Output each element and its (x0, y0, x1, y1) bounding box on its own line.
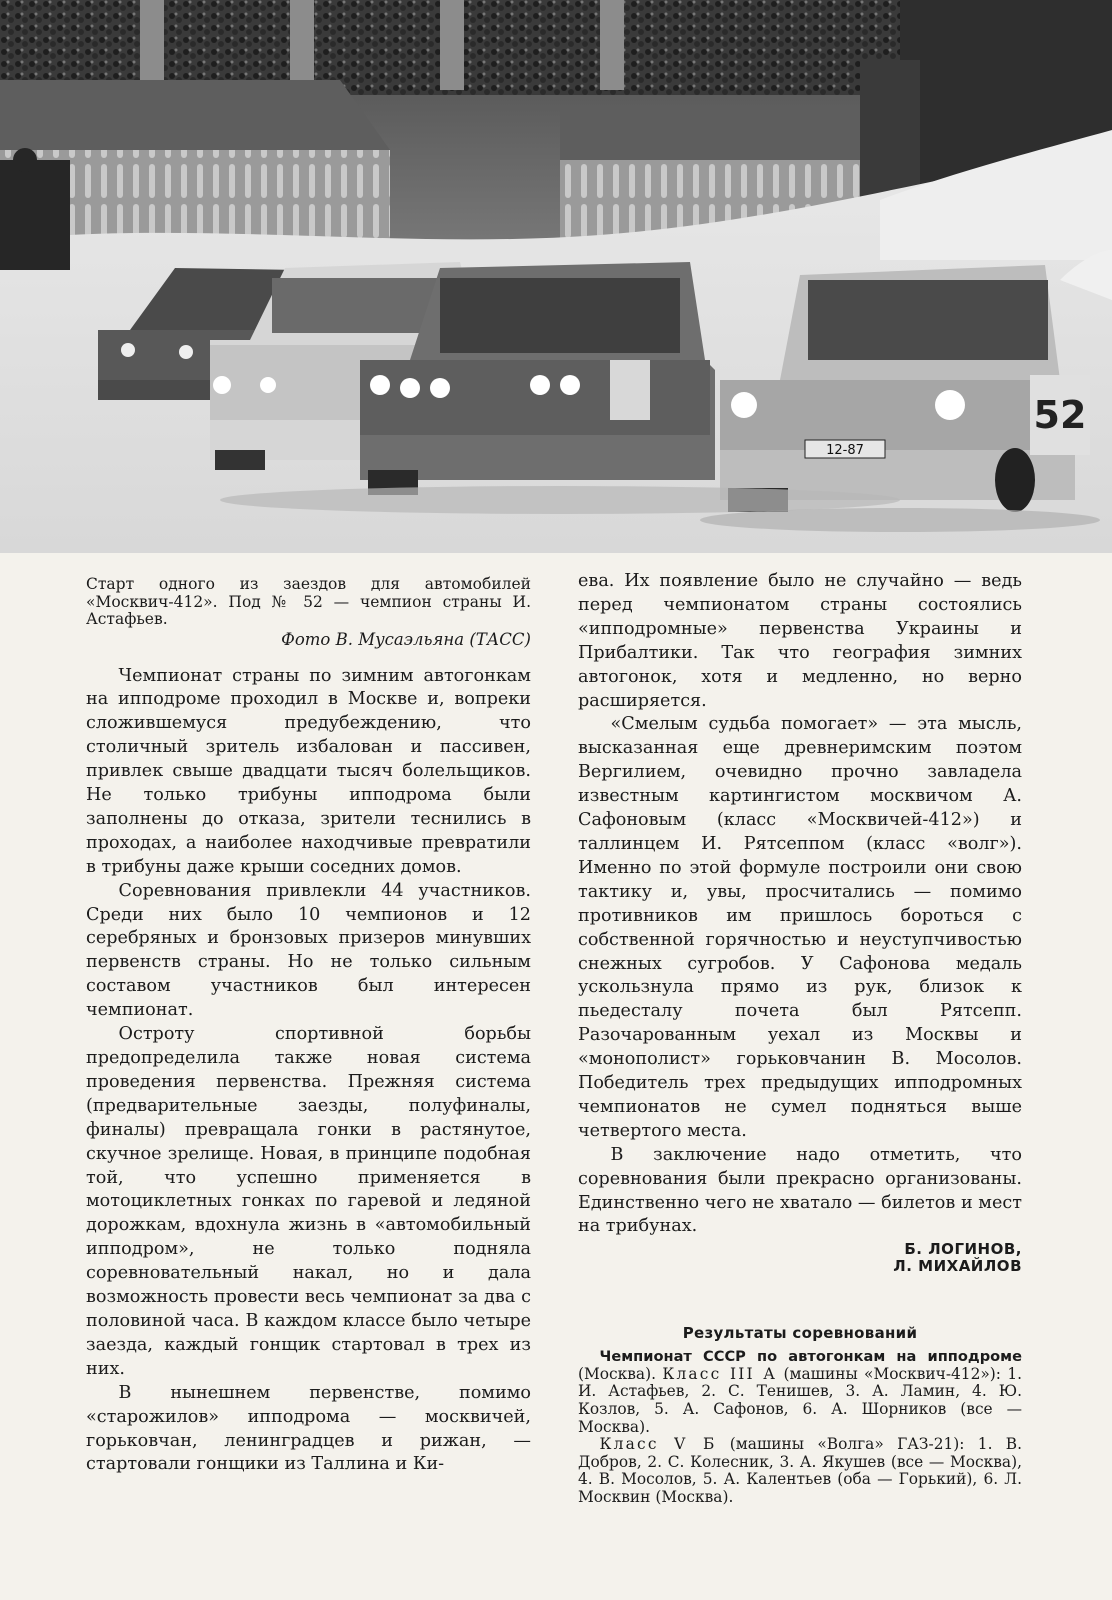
results-class1-label: Класс III А (662, 1364, 778, 1383)
right-column (578, 570, 1022, 1507)
author-1: Б. ЛОГИНОВ, (904, 1240, 1022, 1259)
results-championship: Чемпионат СССР по автогонкам на ипподроме (599, 1348, 1022, 1366)
photo-credit: Фото В. Мусаэльяна (ТАСС) (281, 629, 531, 649)
article-paragraph-3: Остроту спортивной борьбы предопределила также новая система проведения первенства. Прежняя система (предварительные заезды, полуфиналы, финалы) превращала гонки в растянутое, скучное зрелище. Новая, в принципе подобная той, что успешно применяется в мотоциклетных гонках по гаревой и ледяной дорожкам, вдохнула жизнь в «автомобильный ипподром», не только подняла соревновательный накал, но и дала возможность провести весь чемпионат за два с половиной часа. В каждом классе было четыре заезда, каждый гонщик стартовал в трех из них. (86, 1024, 531, 1379)
article-paragraph-6: «Смелым судьба помогает» — эта мысль, высказанная еще древнеримским поэтом Вергилием, очевидно прочно завладела известным картингистом москвичом А. Сафоновым (класс «Москвичей-412») и таллинцем И. Рятсеппом (класс «волг»). Именно по этой формуле построили они свою тактику и, увы, просчитались — помимо противников им пришлось бороться с собственной горячностью и неуступчивостью снежных сугробов. У Сафонова медаль ускользнула прямо из рук, близок к пьедесталу почета был Рятсепп. Разочарованным уехал из Москвы и «монополист» горьковчанин В. Мосолов. Победитель трех предыдущих ипподромных чемпионатов не сумел подняться выше четвертого места. (578, 714, 1022, 1141)
race-photo (0, 0, 1112, 553)
article-paragraph-5: ева. Их появление было не случайно — ведь перед чемпионатом страны состоялись «ипподромные» первенства Украины и Прибалтики. Так что география зимних автогонок, хотя и медленно, но верно расширяется. (578, 571, 1022, 711)
results-class2-text: (машины «Волга» ГАЗ-21): 1. В. Добров, 2. С. Колесник, 3. А. Якушев (все — Москва), 4. В. Мосолов, 5. А. Калентьев (оба — Горький), 6. Л. Москвин (Москва). (578, 1435, 1022, 1507)
results-class1-text: (машины «Москвич-412»): 1. И. Астафьев, 2. С. Тенишев, 3. А. Ламин, 4. Ю. Козлов, 5. А. Сафонов, 6. А. Шорников (все — Москва). (578, 1364, 1022, 1436)
license-plate: 12-87 (826, 443, 864, 458)
article-paragraph-4: В нынешнем первенстве, помимо «старожилов» ипподрома — москвичей, горьковчан, ленинградцев и рижан, — стартовали гонщики из Таллина и Ки- (86, 1382, 531, 1475)
left-column (86, 570, 531, 1477)
article-paragraph-2: Соревнования привлекли 44 участников. Среди них было 10 чемпионов и 12 серебряных и бронзовых призеров минувших первенств страны. Но не только сильным составом участников был интересен чемпионат. (86, 880, 531, 1021)
author-signature (578, 1241, 1022, 1275)
car-number: 52 (1033, 393, 1087, 437)
photo-icon (0, 0, 1112, 553)
article-paragraph-7: В заключение надо отметить, что соревнования были прекрасно организованы. Единственно чего не хватало — билетов и мест на трибунах. (578, 1144, 1022, 1237)
results-place: (Москва). (578, 1364, 663, 1383)
results-text (578, 1348, 1022, 1506)
author-2: Л. МИХАЙЛОВ (893, 1257, 1022, 1276)
article-paragraph-1: Чемпионат страны по зимним автогонкам на ипподроме проходил в Москве и, вопреки сложившемуся предубеждению, что столичный зритель избалован и пассивен, привлек свыше двадцати тысяч болельщиков. Не только трибуны ипподрома были заполнены до отказа, зрители теснились в проходах, а наиболее находчивые превратили в трибуны даже крыши соседних домов. (86, 665, 531, 877)
results-class2-label: Класс V Б (599, 1435, 717, 1454)
photo-caption: Старт одного из заездов для автомобилей «Москвич-412». Под № 52 — чемпион страны И. Астафьев. (86, 575, 531, 628)
results-title: Результаты соревнований (682, 1324, 918, 1343)
